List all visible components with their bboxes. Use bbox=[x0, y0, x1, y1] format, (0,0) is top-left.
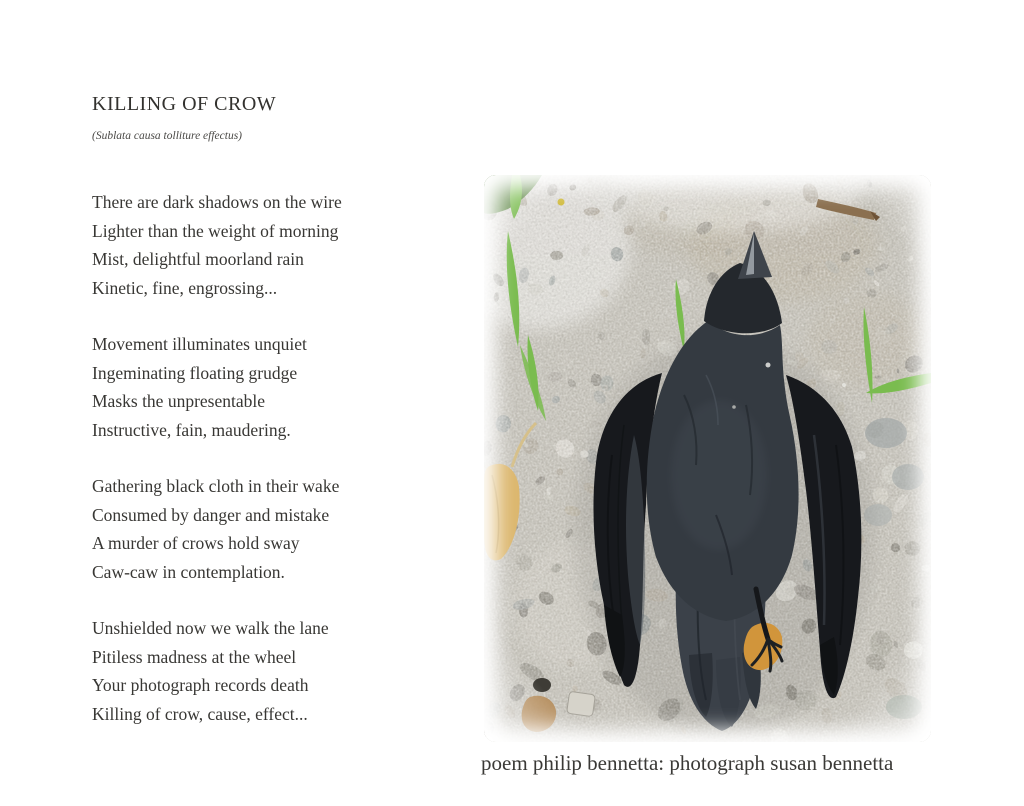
poem-line: Instructive, fain, maudering. bbox=[92, 419, 291, 440]
poem-line: Pitiless madness at the wheel bbox=[92, 646, 297, 667]
poem-line: Masks the unpresentable bbox=[92, 391, 266, 411]
crow-photo-illustration bbox=[484, 175, 931, 742]
page-title: KILLING OF CROW bbox=[92, 93, 277, 115]
poem-line: Unshielded now we walk the lane bbox=[92, 618, 329, 638]
page-subtitle: (Sublata causa tolliture effectus) bbox=[92, 130, 243, 142]
poem-stanza bbox=[92, 330, 342, 444]
crow-photograph bbox=[484, 175, 931, 742]
photo-caption: poem philip bennetta: photograph susan bennetta bbox=[481, 751, 894, 775]
poem-line: Gathering black cloth in their wake bbox=[92, 476, 340, 496]
poem-line: A murder of crows hold sway bbox=[92, 533, 300, 553]
poem-line: Mist, delightful moorland rain bbox=[92, 249, 304, 269]
poem-text bbox=[92, 188, 342, 756]
poem-line: There are dark shadows on the wire bbox=[92, 192, 342, 212]
poem-line: Lighter than the weight of morning bbox=[92, 220, 339, 241]
poem-stanza bbox=[92, 188, 342, 302]
poem-line: Ingeminating floating grudge bbox=[92, 362, 298, 383]
poem-stanza bbox=[92, 472, 342, 586]
poem-line: Killing of crow, cause, effect... bbox=[92, 703, 308, 724]
poem-stanza bbox=[92, 614, 342, 728]
poem-line: Consumed by danger and mistake bbox=[92, 504, 330, 525]
poem-line: Your photograph records death bbox=[92, 675, 309, 695]
photo-vignette bbox=[484, 175, 931, 742]
poem-line: Caw-caw in contemplation. bbox=[92, 561, 285, 582]
poem-line: Kinetic, fine, engrossing... bbox=[92, 277, 278, 298]
poem-line: Movement illuminates unquiet bbox=[92, 334, 307, 354]
